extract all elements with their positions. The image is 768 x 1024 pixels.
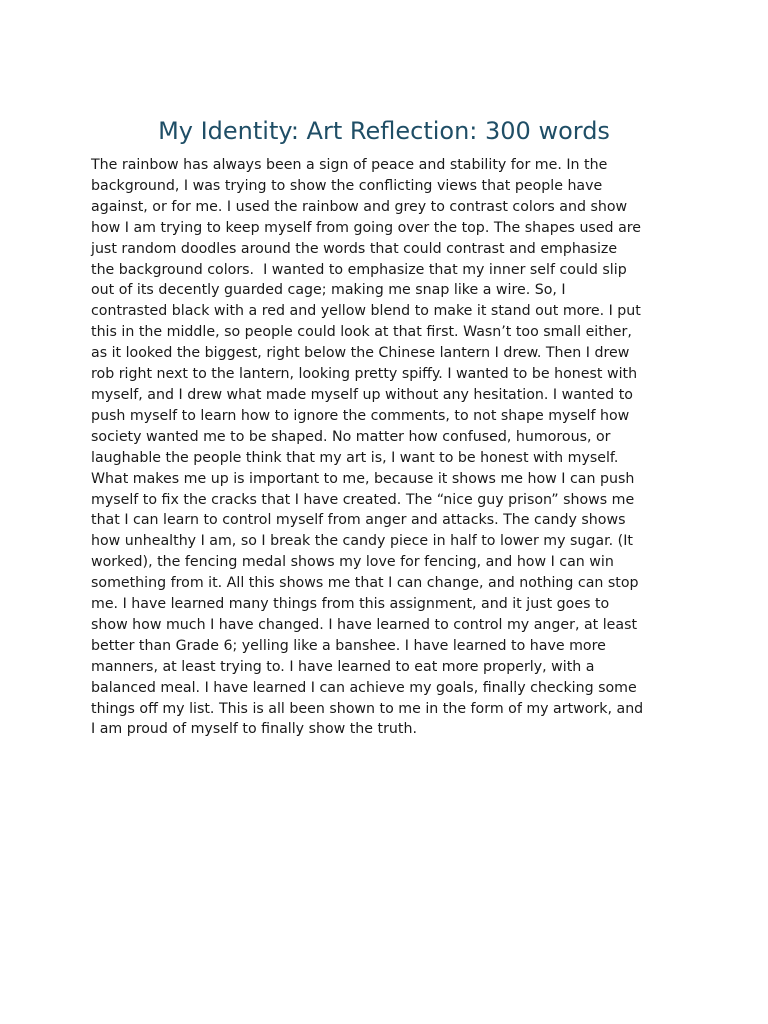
body-line: myself to fix the cracks that I have created. The “nice guy prison” shows me [91, 491, 635, 508]
document-body [91, 155, 691, 740]
body-line: myself, and I drew what made myself up without any hesitation. I wanted to [91, 386, 633, 403]
body-line: something from it. All this shows me that I can change, and nothing can stop [91, 575, 639, 592]
body-line: that I can learn to control myself from anger and attacks. The candy shows [91, 512, 626, 529]
body-line: push myself to learn how to ignore the comments, to not shape myself how [91, 407, 630, 424]
body-line: how I am trying to keep myself from going over the top. The shapes used are [91, 219, 642, 236]
body-line: me. I have learned many things from this assignment, and it just goes to [91, 596, 610, 613]
body-line: as it looked the biggest, right below the Chinese lantern I drew. Then I drew [91, 345, 630, 362]
body-line: show how much I have changed. I have learned to control my anger, at least [91, 616, 638, 633]
body-line: the background colors. I wanted to emphasize that my inner self could slip [91, 261, 627, 278]
body-line: background, I was trying to show the conflicting views that people have [91, 177, 603, 194]
body-line: this in the middle, so people could look at that first. Wasn’t too small either, [91, 324, 632, 341]
body-line: better than Grade 6; yelling like a banshee. I have learned to have more [91, 637, 606, 654]
body-line: things off my list. This is all been shown to me in the form of my artwork, and [91, 700, 644, 717]
body-line: balanced meal. I have learned I can achieve my goals, finally checking some [91, 679, 637, 696]
body-line: contrasted black with a red and yellow blend to make it stand out more. I put [91, 303, 641, 320]
body-line: society wanted me to be shaped. No matter how confused, humorous, or [91, 428, 611, 445]
body-line: out of its decently guarded cage; making me snap like a wire. So, I [91, 282, 566, 299]
body-line: against, or for me. I used the rainbow and grey to contrast colors and show [91, 198, 628, 215]
body-line: worked), the fencing medal shows my love for fencing, and how I can win [91, 554, 614, 571]
body-line: laughable the people think that my art is, I want to be honest with myself. [91, 449, 619, 466]
body-line: What makes me up is important to me, because it shows me how I can push [91, 470, 635, 487]
body-line: rob right next to the lantern, looking pretty spiffy. I wanted to be honest with [91, 366, 638, 383]
document-title: My Identity: Art Reflection: 300 words [158, 117, 610, 145]
body-line: I am proud of myself to finally show the truth. [91, 721, 417, 738]
body-line: how unhealthy I am, so I break the candy piece in half to lower my sugar. (It [91, 533, 633, 550]
body-line: The rainbow has always been a sign of peace and stability for me. In the [91, 157, 608, 173]
body-line: manners, at least trying to. I have learned to eat more properly, with a [91, 658, 595, 675]
body-line: just random doodles around the words that could contrast and emphasize [91, 240, 618, 257]
